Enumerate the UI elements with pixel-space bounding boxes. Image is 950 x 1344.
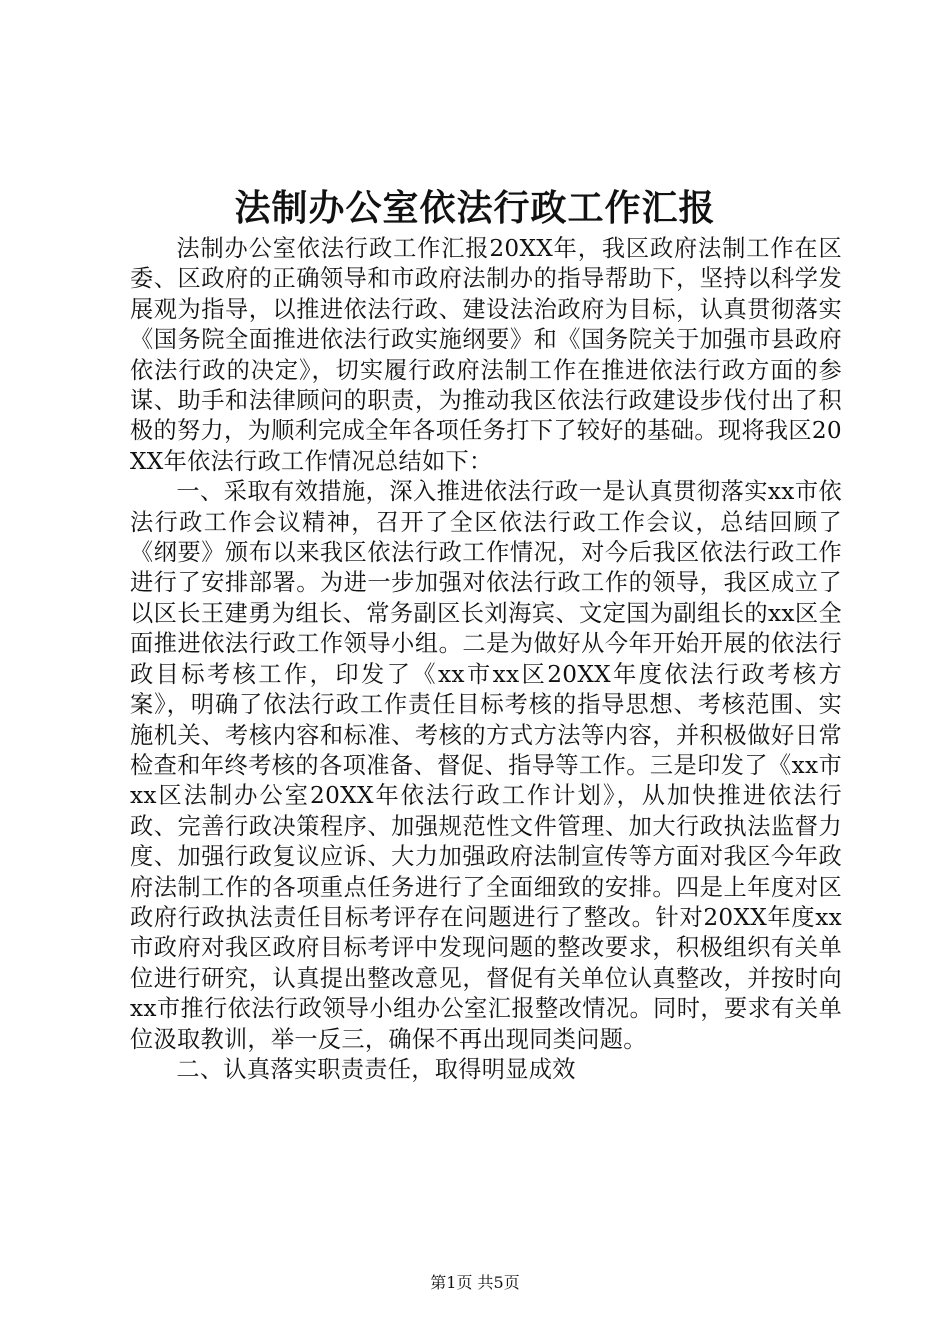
paragraph-section-1: 一、采取有效措施，深入推进依法行政一是认真贯彻落实xx市依法行政工作会议精神，召开了全区依法行政工作会议，总结回顾了《纲要》颁布以来我区依法行政工作情况，对今后我区依法行政工作进行了安排部署。为进一步加强对依法行政工作的领导，我区成立了以区长王建勇为组长、常务副区长刘海宾、文定国为副组长的xx区全面推进依法行政工作领导小组。二是为做好从今年开始开展的依法行政目标考核工作，印发了《xx市xx区20XX年度依法行政考核方案》，明确了依法行政工作责任目标考核的指导思想、考核范围、实施机关、考核内容和标准、考核的方式方法等内容，并积极做好日常检查和年终考核的各项准备、督促、指导等工作。三是印发了《xx市xx区法制办公室20XX年依法行政工作计划》，从加快推进依法行政、完善行政决策程序、加强规范性文件管理、加大行政执法监督力度、加强行政复议应诉、大力加强政府法制宣传等方面对我区今年政府法制工作的各项重点任务进行了全面细致的安排。四是上年度对区政府行政执法责任目标考评存在问题进行了整改。针对20XX年度xx市政府对我区政府目标考评中发现问题的整改要求，积极组织有关单位进行研究，认真提出整改意见，督促有关单位认真整改，并按时向xx市推行依法行政领导小组办公室汇报整改情况。同时，要求有关单位汲取教训，举一反三，确保不再出现同类问题。 xyxy=(130,478,842,1053)
paragraph-intro: 法制办公室依法行政工作汇报20XX年，我区政府法制工作在区委、区政府的正确领导和市政府法制办的指导帮助下，坚持以科学发展观为指导，以推进依法行政、建设法治政府为目标，认真贯彻落实《国务院全面推进依法行政实施纲要》和《国务院关于加强市县政府依法行政的决定》，切实履行政府法制工作在推进依法行政方面的参谋、助手和法律顾问的职责，为推动我区依法行政建设步伐付出了积极的努力，为顺利完成全年各项任务打下了较好的基础。现将我区20XX年依法行政工作情况总结如下： xyxy=(130,235,842,475)
paragraph-section-2-heading: 二、认真落实职责责任，取得明显成效 xyxy=(176,1055,576,1083)
page-footer: 第1页 共5页 xyxy=(430,1273,520,1292)
document-title: 法制办公室依法行政工作汇报 xyxy=(234,187,716,229)
document-body xyxy=(130,234,842,1085)
